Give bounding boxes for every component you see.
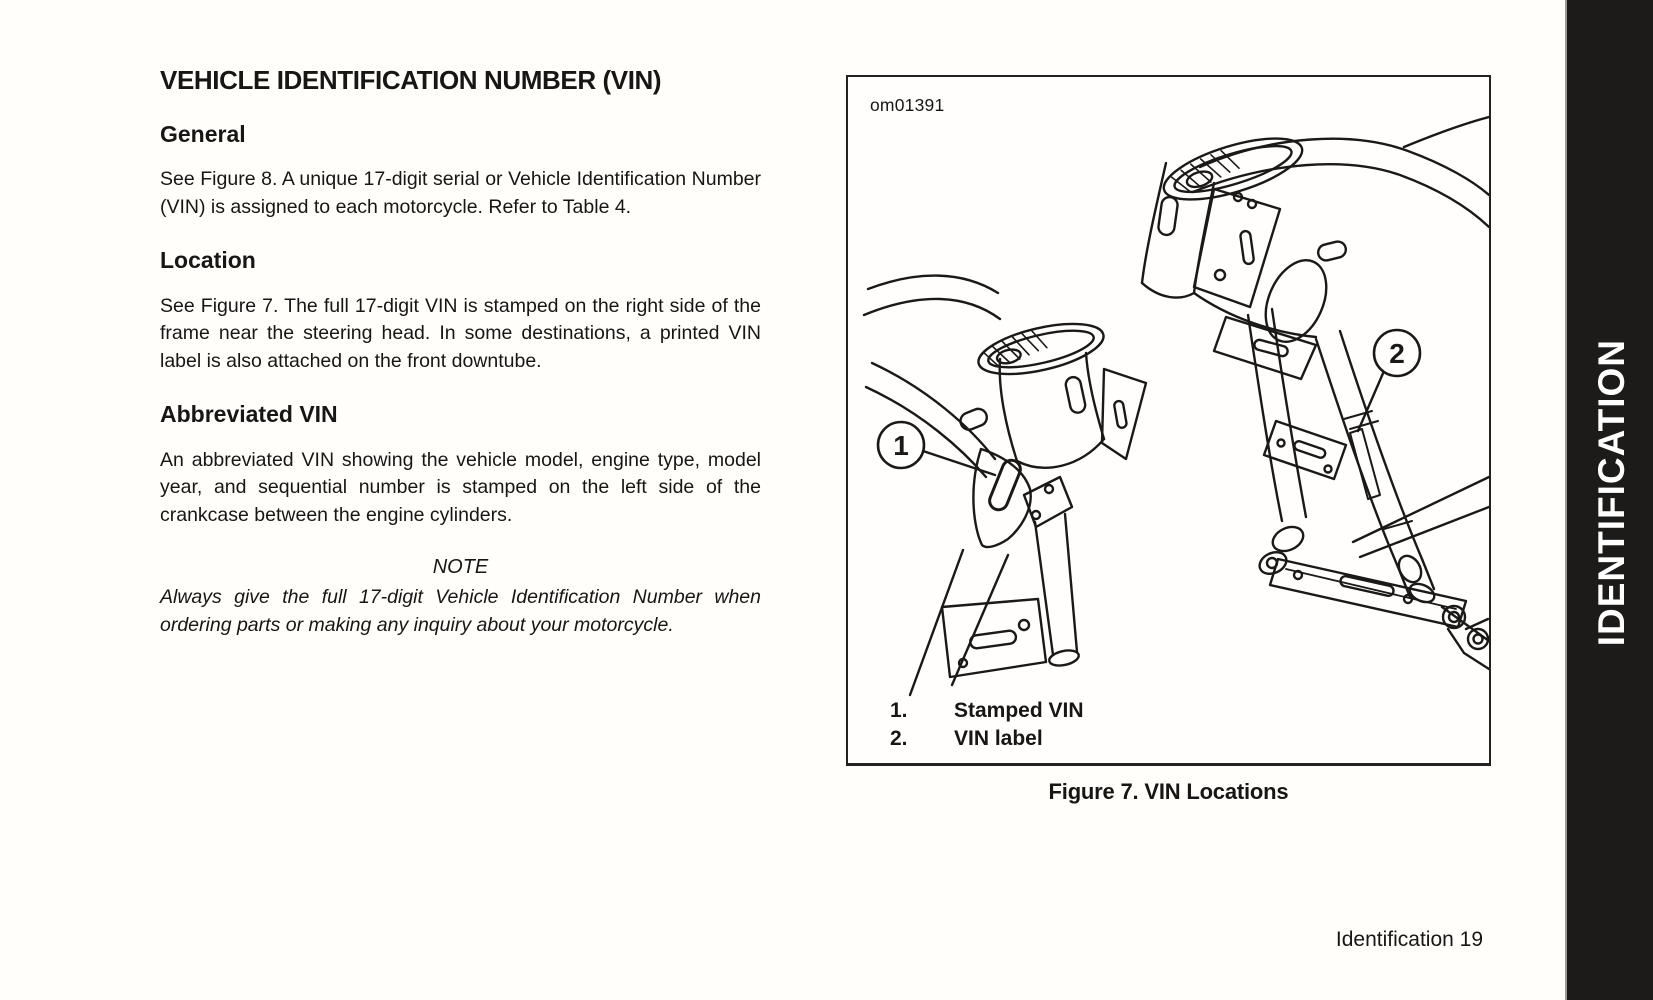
paragraph-general: See Figure 8. A unique 17-digit serial or Vehicle Identification Number (VIN) is assigned to each motorcycle. Refer to Table 4. (160, 168, 761, 218)
page-title: VEHICLE IDENTIFICATION NUMBER (VIN) (160, 65, 662, 95)
figure-caption: Figure 7. VIN Locations (1048, 779, 1289, 804)
callout-1-number: 1 (893, 430, 909, 461)
text-column (160, 66, 761, 639)
callout-2-number: 2 (1389, 338, 1405, 369)
heading-location: Location (160, 247, 256, 274)
figure-legend (890, 697, 1084, 753)
heading-general: General (160, 121, 246, 148)
left-steering-head-drawing (864, 276, 1146, 695)
note-body: Always give the full 17-digit Vehicle Identification Number when ordering parts or making any inquiry about your motorcycle. (160, 586, 761, 636)
callout-1-leader (923, 451, 995, 475)
figure-box (846, 75, 1491, 766)
figure-image-id: om01391 (870, 95, 945, 115)
paragraph-abbreviated-vin: An abbreviated VIN showing the vehicle model, engine type, model year, and sequential number is stamped on the left side of the crankcase between the engine cylinders. (160, 448, 761, 526)
vin-locations-drawing (848, 77, 1489, 763)
paragraph-location: See Figure 7. The full 17-digit VIN is stamped on the right side of the frame near the steering head. In some destinations, a printed VIN label is also attached on the front downtube. (160, 294, 761, 372)
identification-tab (1565, 0, 1653, 1000)
note-label: NOTE (432, 556, 489, 578)
page-number: Identification 19 (1335, 928, 1483, 951)
identification-tab-label: IDENTIFICATION (1591, 339, 1632, 647)
right-steering-head-drawing (1142, 117, 1489, 669)
figure-7 (846, 75, 1491, 805)
legend-number-1: 1. (890, 699, 908, 722)
legend-item-vin-label (890, 725, 1084, 753)
stamped-vin-slot (987, 458, 1023, 513)
legend-number-2: 2. (890, 727, 908, 750)
legend-label-2: VIN label (954, 727, 1043, 750)
legend-label-1: Stamped VIN (954, 699, 1084, 722)
heading-abbreviated-vin: Abbreviated VIN (160, 401, 338, 428)
legend-item-stamped-vin (890, 697, 1084, 725)
